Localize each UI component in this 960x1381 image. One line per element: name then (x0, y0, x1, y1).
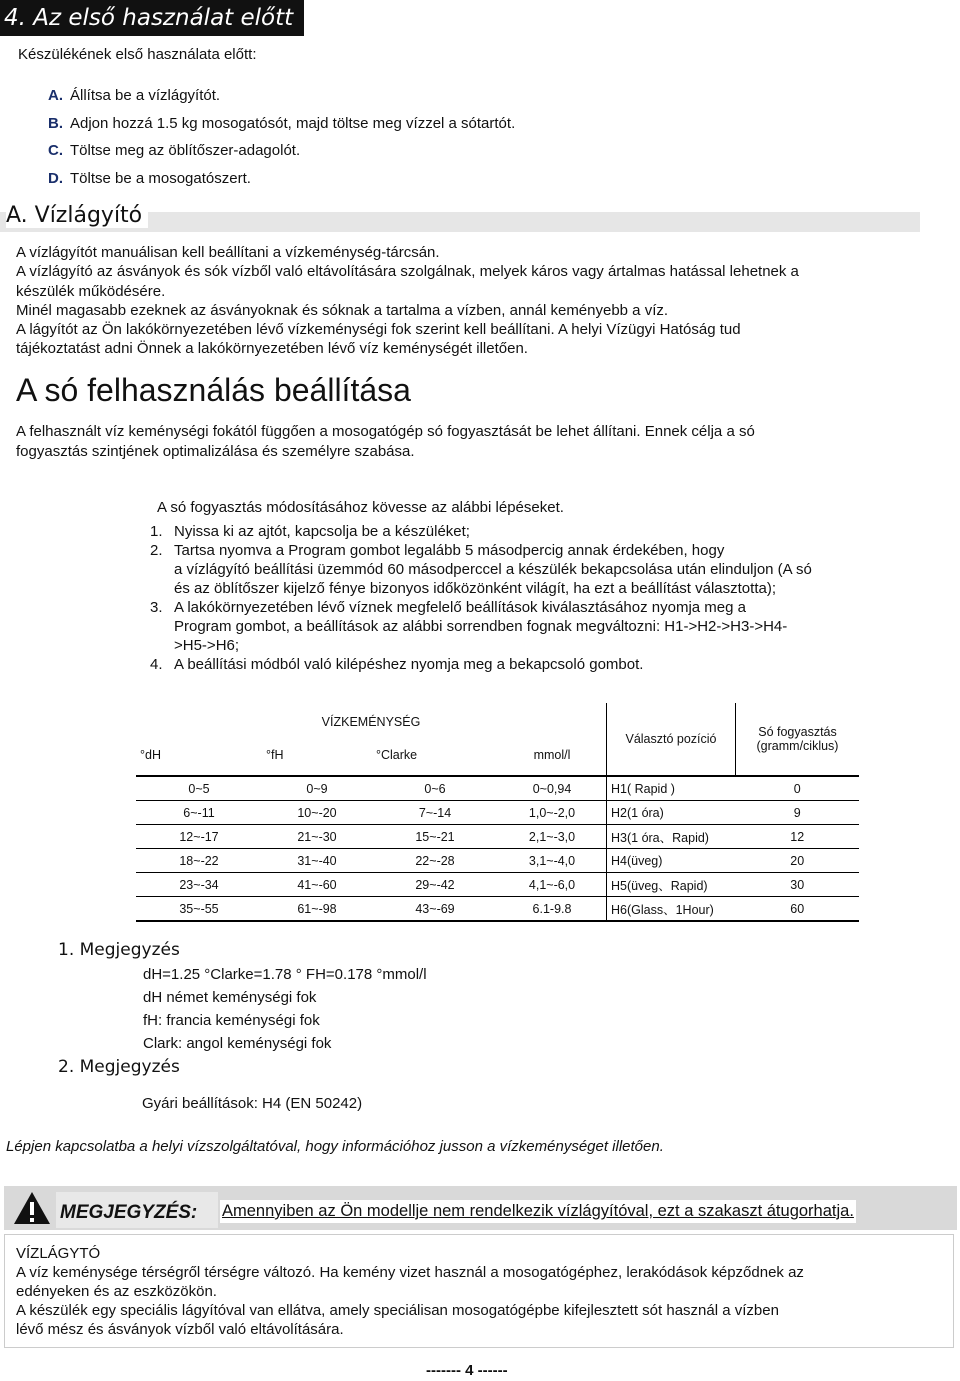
info-line: A készülék egy speciális lágyítóval van ellátva, amely speciálisan mosogatógépbe kifejlesztett sót használ a vízben (16, 1302, 779, 1319)
table-cell: 6.1-9.8 (498, 897, 607, 922)
table-row (136, 825, 859, 849)
table-row (136, 776, 859, 801)
table-cell: 60 (736, 897, 860, 922)
table-cell: 0~6 (372, 776, 498, 801)
table-cell: H6(Glass、1Hour) (607, 897, 736, 922)
table-cell: 0~9 (262, 776, 372, 801)
table-cell: 4,1~-6,0 (498, 873, 607, 897)
page-number: ------- 4 ------ (426, 1362, 508, 1379)
note1-line: dH német keménységi fok (143, 989, 317, 1006)
info-line: edényeken és az eszközökön. (16, 1283, 217, 1300)
note1-body (143, 963, 427, 1055)
table-cell: 23~-34 (136, 873, 262, 897)
info-body (16, 1244, 804, 1339)
table-row (136, 849, 859, 873)
salt-step-4: 4. A beállítási módból való kilépéshez nyomja meg a bekapcsoló gombot. (150, 656, 644, 673)
section-a-body (16, 243, 936, 359)
table-cell: 29~-42 (372, 873, 498, 897)
hardness-table (136, 703, 859, 922)
group-header: VÍZKEMÉNYSÉG (321, 715, 421, 729)
salt-steps-intro: A só fogyasztás módosításához kövesse az alábbi lépéseket. (157, 499, 564, 516)
table-cell: 35~-55 (136, 897, 262, 922)
salt-line: A felhasznált víz keménységi fokától függően a mosogatógép só fogyasztását be lehet állítani. Ennek célja a só (16, 423, 755, 440)
section-a-title: A. Vízlágyító (6, 203, 148, 228)
table-cell: 0 (736, 776, 860, 801)
table-cell: 61~-98 (262, 897, 372, 922)
salt-step-3: 3. A lakókörnyezetében lévő víznek megfelelő beállítások kiválasztásához nyomja meg a (150, 599, 746, 616)
section-a-line: A vízlágyítót manuálisan kell beállítani a vízkeménység-tárcsán. (16, 244, 440, 261)
header-selector: Választó pozíció (607, 703, 736, 776)
header-mmol: mmol/l (498, 735, 607, 776)
salt-step-2: 2. Tartsa nyomva a Program gombot legalább 5 másodpercig annak érdekében, hogy (150, 542, 725, 559)
contact-text: Lépjen kapcsolatba a helyi vízszolgáltatóval, hogy információhoz jusson a vízkeménységet illetően. (6, 1138, 664, 1155)
section-a-line: tájékoztatást adni Önnek a lakókörnyezetében lévő víz keménységét illetően. (16, 340, 528, 358)
header-title: 4. Az első használat előtt (4, 5, 294, 31)
table-row (136, 873, 859, 897)
step-c: C. Töltse meg az öblítőszer-adagolót. (48, 142, 301, 159)
table-cell: H1( Rapid ) (607, 776, 736, 801)
header-clarke: °Clarke (372, 735, 498, 776)
note1-title: 1. Megjegyzés (58, 940, 180, 960)
table-cell: H2(1 óra) (607, 801, 736, 825)
warning-label: MEGJEGYZÉS: (56, 1192, 218, 1228)
table-cell: 20 (736, 849, 860, 873)
table-cell: 41~-60 (262, 873, 372, 897)
steps-list (48, 82, 515, 192)
table-cell: 12 (736, 825, 860, 849)
table-cell: 21~-30 (262, 825, 372, 849)
table-cell: 43~-69 (372, 897, 498, 922)
header-salt: Só fogyasztás (gramm/ciklus) (736, 703, 860, 776)
table-cell: H3(1 óra、Rapid) (607, 825, 736, 849)
step-d: D. Töltse be a mosogatószert. (48, 169, 251, 187)
table-cell: 2,1~-3,0 (498, 825, 607, 849)
table-cell: 31~-40 (262, 849, 372, 873)
salt-body (16, 422, 755, 462)
table-cell: 22~-28 (372, 849, 498, 873)
info-line: lévő mész és ásványok vízből való eltávolítására. (16, 1321, 344, 1338)
note2-line: Gyári beállítások: H4 (EN 50242) (142, 1095, 363, 1112)
table-cell: 12~-17 (136, 825, 262, 849)
table-cell: 10~-20 (262, 801, 372, 825)
info-line: A víz keménysége térségről térségre változó. Ha kemény vizet használ a mosogatógéphez, lerakódások képződnek az (16, 1264, 804, 1281)
intro-text: Készülékének első használata előtt: (18, 46, 257, 63)
salt-step-3-line: >H5->H6; (174, 637, 240, 654)
salt-line: fogyasztás szintjének optimalizálása és személyre szabása. (16, 443, 415, 460)
step-a: A. Állítsa be a vízlágyítót. (48, 87, 221, 104)
table-cell: 18~-22 (136, 849, 262, 873)
note1-line: fH: francia keménységi fok (143, 1012, 320, 1029)
table-row (136, 801, 859, 825)
salt-title: A só felhasználás beállítása (16, 372, 411, 408)
info-title: VÍZLÁGYTÓ (16, 1245, 101, 1262)
header-fh: °fH (262, 735, 372, 776)
note1-line: Clark: angol keménységi fok (143, 1035, 332, 1052)
table-cell: 0~0,94 (498, 776, 607, 801)
table-cell: H4(üveg) (607, 849, 736, 873)
page-header (0, 0, 304, 36)
note2-title: 2. Megjegyzés (58, 1057, 180, 1077)
table-cell: 1,0~-2,0 (498, 801, 607, 825)
salt-step-1: 1. Nyissa ki az ajtót, kapcsolja be a készüléket; (150, 523, 470, 540)
table-cell: 0~5 (136, 776, 262, 801)
warning-icon (12, 1190, 52, 1226)
table-cell: H5(üveg、Rapid) (607, 873, 736, 897)
header-dh: °dH (136, 735, 262, 776)
table-cell: 30 (736, 873, 860, 897)
salt-step-3-line: Program gombot, a beállítások az alábbi sorrendben fognak megváltozni: H1->H2->H3->H4- (174, 618, 788, 635)
section-a-line: készülék működésére. (16, 282, 166, 300)
note1-line: dH=1.25 °Clarke=1.78 ° FH=0.178 °mmol/l (143, 966, 427, 983)
table-cell: 9 (736, 801, 860, 825)
table-cell: 3,1~-4,0 (498, 849, 607, 873)
table-cell: 6~-11 (136, 801, 262, 825)
salt-step-2-line: és az öblítőszer kijelző fénye bizonyos időközönként világít, ha ezt a beállítást választotta); (174, 580, 776, 597)
section-a-line: A vízlágyító az ásványok és sók vízből való eltávolítására szolgálnak, melyek káros vagy ártalmas hatással lehetnek a (16, 263, 799, 281)
salt-step-2-line: a vízlágyító beállítási üzemmód 60 másodperccel a készülék bekapcsolása után elinduljon (A só (174, 561, 812, 578)
table-cell: 15~-21 (372, 825, 498, 849)
section-a-line: A lágyítót az Ön lakókörnyezetében lévő vízkeménységi fok szerint kell beállítani. A helyi Vízügyi Hatóság tud (16, 321, 741, 339)
step-b: B. Adjon hozzá 1.5 kg mosogatósót, majd töltse meg vízzel a sótartót. (48, 114, 516, 132)
table-row (136, 897, 859, 922)
salt-steps (150, 522, 812, 674)
table-header-row (136, 703, 859, 735)
table-cell: 7~-14 (372, 801, 498, 825)
warning-text: Amennyiben az Ön modellje nem rendelkezik vízlágyítóval, ezt a szakaszt átugorhatja. (220, 1200, 856, 1223)
section-a-line: Minél magasabb ezeknek az ásványoknak és sóknak a tartalma a vízben, annál keményebb a víz. (16, 301, 669, 319)
